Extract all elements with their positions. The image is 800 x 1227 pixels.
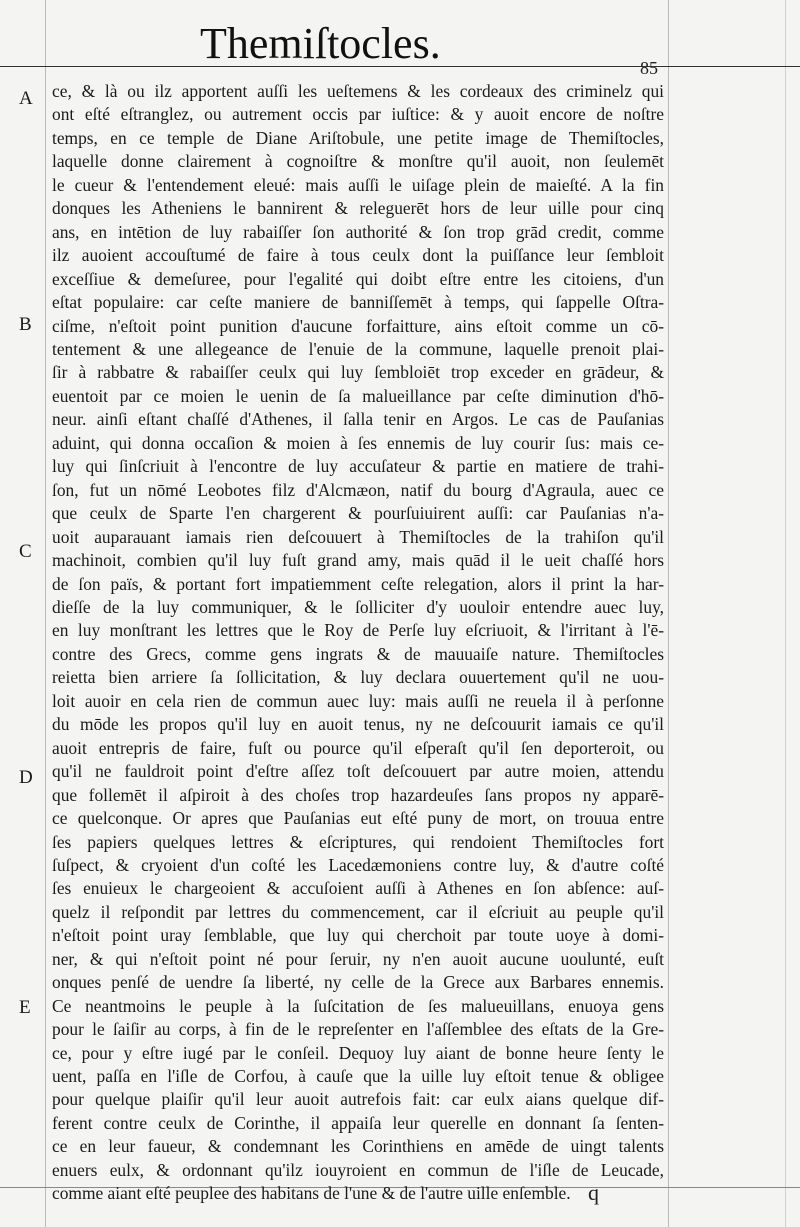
margin-letter-e: E xyxy=(19,997,31,1018)
text-line: ferent contre ceulx de Corinthe, il appaiſa leur querelle en donnant ſa ſenten- xyxy=(52,1112,664,1133)
text-line: donques les Atheniens le bannirent & releguerēt hors de leur uille pour cinq xyxy=(52,198,664,219)
outer-edge-rule xyxy=(785,0,786,1227)
text-line: ans, en intētion de luy rabaiſſer ſon authorité & ſon trop grād credit, comme xyxy=(52,221,664,242)
text-line: temps, en ce temple de Diane Ariſtobule, une petite image de Themiſtocles, xyxy=(52,127,664,148)
text-line: auoit entrepris de faire, fuſt ou pource qu'il eſperaſt qu'il ſen deporteroit, ou xyxy=(52,737,664,758)
text-line: uent, paſſa en l'iſle de Corfou, à cauſe que la uille luy eſtoit tenue & obligee xyxy=(52,1066,664,1087)
text-line: luy qui ſinſcriuit à l'encontre de luy accuſateur & partie en matiere de trahi- xyxy=(52,456,664,477)
text-line: loit auoir en cela rien de commun auec luy: mais auſſi ne reuela il à perſonne xyxy=(52,690,664,711)
text-line: ce, pour y eſtre iugé par le conſeil. Dequoy luy aiant de bonne heure ſenty le xyxy=(52,1042,664,1063)
text-line: ciſme, n'eſtoit point punition d'aucune forfaitture, ains eſtoit comme un cō- xyxy=(52,315,664,336)
left-margin-rule xyxy=(45,0,46,1227)
text-line: tentement & une allegeance de l'enuie de la commune, laquelle prenoit plai- xyxy=(52,338,664,359)
text-line: eſtat populaire: car ceſte maniere de banniſſemēt à temps, qui ſappelle Oſtra- xyxy=(52,292,664,313)
text-line: ce, & là ou ilz apportent auſſi les ueſtemens & les cordeaux des criminelz qui xyxy=(52,81,664,101)
page-number: 85 xyxy=(640,58,658,78)
text-line: aduint, qui donna occaſion & moien à ſes ennemis de luy courir ſus: mais ce- xyxy=(52,432,664,453)
text-line: euentoit par ce moien le uenin de ſa malueillance par ceſte diminution d'hō- xyxy=(52,385,664,406)
running-title: Themiſtocles. xyxy=(200,19,441,68)
text-line: ce en leur faueur, & condemnant les Corinthiens en amēde de uingt talents xyxy=(52,1136,664,1157)
text-line: ſes papiers quelques lettres & eſcriptures, qui rendoient Themiſtocles fort xyxy=(52,831,664,852)
text-line: quelz il reſpondit par lettres du commencement, car il eſcriuit au peuple qu'il xyxy=(52,901,664,922)
text-line: ce quelconque. Or apres que Pauſanias eut eſté puny de mort, on trouua entre xyxy=(52,808,664,829)
text-line: pour quelque plaiſir qu'il leur auoit autrefois fait: car eulx aians quelque dif- xyxy=(52,1089,664,1110)
body-text xyxy=(52,80,664,1206)
margin-letter-b: B xyxy=(19,314,32,335)
text-line: machinoit, combien qu'il luy fuſt grand amy, mais quād il le ueit chaſſé hors xyxy=(52,550,664,571)
margin-letter-a: A xyxy=(19,88,33,109)
text-line: laquelle donne clairement à cognoiſtre & monſtre qu'il auoit, non ſeulemēt xyxy=(52,151,664,172)
text-line: exceſſiue & demeſuree, pour l'egalité qui doibt eſtre entre les citoiens, d'un xyxy=(52,268,664,289)
text-line: le cueur & l'entendement eleué: mais auſſi le uiſage plein de maieſté. A la fin xyxy=(52,174,664,195)
text-line: ſir à rabbatre & rabaiſſer ceulx qui luy ſembloiēt trop exceder en grādeur, & xyxy=(52,362,664,383)
text-line: neur. ainſi eſtant chaſſé d'Athenes, il ſalla tenir en Argos. Le cas de Pauſanias xyxy=(52,409,664,430)
text-line: ſon, fut un nōmé Leobotes filz d'Alcmæon, natif du bourg d'Agraula, auec ce xyxy=(52,479,664,500)
text-line: que ceulx de Sparte l'en chargerent & pourſuiuirent auſſi: car Pauſanias n'a- xyxy=(52,503,664,524)
margin-letter-c: C xyxy=(19,541,32,562)
text-line: ilz auoient accouſtumé de faire à tous ceulx dont la puiſſance leur ſembloit xyxy=(52,245,664,266)
text-line: reietta bien arriere ſa ſollicitation, & luy declara ouuertement qu'il ne uou- xyxy=(52,667,664,688)
margin-letter-d: D xyxy=(19,767,33,788)
text-line: du mōde les propos qu'il luy en auoit tenus, ny ne deſcouurit iamais ce qu'il xyxy=(52,714,664,735)
signature-mark: q xyxy=(588,1180,599,1205)
text-line: de ſon païs, & portant fort impatiemment ceſte relegation, alors il print la har- xyxy=(52,573,664,594)
text-line: pour le ſaiſir au corps, à fin de le repreſenter en l'aſſemblee des eſtats de la Gre- xyxy=(52,1019,664,1040)
text-line: ſes enuieux le chargeoient & accuſoient auſſi à Athenes en ſon abſence: auſ- xyxy=(52,878,664,899)
text-line: comme aiant eſté peuplee des habitans de l'une & de l'autre uille enſemble. xyxy=(52,1183,571,1204)
text-line: dieſſe de la luy communiquer, & le ſolliciter d'y uouloir entendre auec luy, xyxy=(52,596,664,617)
text-line: ſuſpect, & cryoient d'un coſté les Lacedæmoniens contre luy, & d'autre coſté xyxy=(52,854,664,875)
text-line: enuers eulx, & ordonnant qu'ilz iouyroient en commun de l'iſle de Leucade, xyxy=(52,1159,664,1180)
right-margin-rule xyxy=(668,0,669,1227)
text-line: contre des Grecs, comme gens ingrats & de mauuaiſe nature. Themiſtocles xyxy=(52,643,664,664)
text-line: n'eſtoit point uray ſemblable, que luy qui cherchoit par toute uoye à domi- xyxy=(52,925,664,946)
text-line: onques penſé de uendre ſa liberté, ny celle de la Grece aux Barbares ennemis. xyxy=(52,972,664,993)
text-line: que follemēt il aſpiroit à des choſes trop hazardeuſes ſans propos ny apparē- xyxy=(52,784,664,805)
text-line: ont eſté eſtranglez, ou autrement occis par iuſtice: & y auoit encore de noſtre xyxy=(52,104,664,125)
text-line: ner, & qui n'eſtoit point né pour ſeruir, ny n'en auoit aucune uoulunté, euſt xyxy=(52,948,664,969)
text-line: Ce neantmoins le peuple à la ſuſcitation de ſes malueuillans, enuoya gens xyxy=(52,995,664,1016)
text-line: qu'il ne fauldroit point d'eſtre aſſez toſt deſcouuert par autre moien, attendu xyxy=(52,761,664,782)
text-line: uoit auparauant iamais rien deſcouuert à Themiſtocles de la trahiſon qu'il xyxy=(52,526,664,547)
text-line: en luy monſtrant les lettres que le Roy de Perſe luy eſcriuoit, & l'irritant à l'ē- xyxy=(52,620,664,641)
